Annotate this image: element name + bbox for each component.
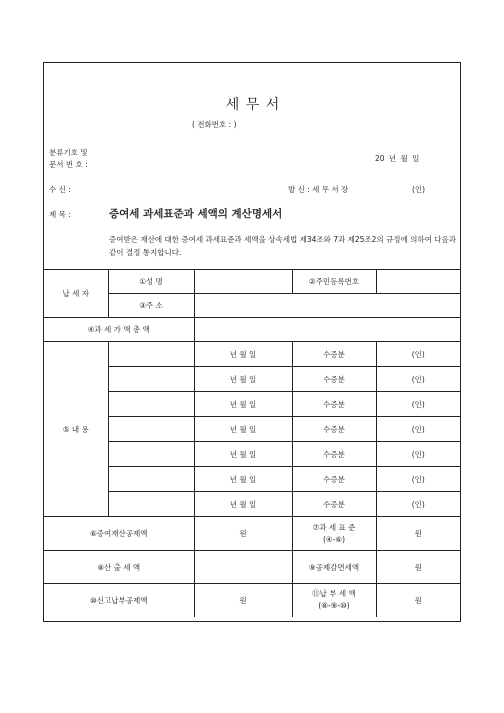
details-blank — [108, 342, 194, 367]
phone-number: ( 전화번호 : ) — [192, 120, 237, 129]
subject: 증여세 과세표준과 세액의 계산명세서 — [109, 208, 283, 220]
payable-label — [292, 584, 376, 617]
tax-form — [43, 62, 461, 622]
payable-won: 원 — [376, 584, 460, 617]
details-received: 수증분 — [292, 392, 376, 417]
taxpayer-label: 납 세 자 — [44, 270, 108, 318]
resident-no-value — [376, 270, 460, 294]
table-row — [44, 584, 460, 617]
form-title: 세 무 서 — [225, 97, 281, 113]
total-value-value — [194, 318, 460, 342]
issue-date: 20 년 월 일 — [375, 154, 420, 163]
details-label: ⑤ 내 용 — [44, 342, 108, 517]
tax-base-label — [292, 517, 376, 551]
details-received: 수증분 — [292, 492, 376, 517]
details-seal: (인) — [376, 417, 460, 442]
tax-base-label-1: ⑦과 세 표 준 — [312, 522, 356, 532]
details-seal: (인) — [376, 392, 460, 417]
payable-label-2: (⑧-⑨-⑩) — [318, 601, 350, 611]
sender: 발 신 : 세 무 서 장 — [288, 185, 349, 194]
table-row — [44, 342, 460, 367]
calc-tax-value — [194, 551, 292, 584]
name-label: ①성 명 — [108, 270, 194, 294]
details-date: 년 월 일 — [194, 392, 292, 417]
tax-table — [44, 269, 460, 617]
deduction-label: ⑥증여재산공제액 — [44, 517, 194, 551]
doc-no-label-2: 문서 번 호 : — [49, 160, 88, 169]
table-row — [44, 318, 460, 342]
tax-credit-label: ⑨공제감면세액 — [292, 551, 376, 584]
details-blank — [108, 467, 194, 492]
details-seal: (인) — [376, 492, 460, 517]
details-seal: (인) — [376, 342, 460, 367]
tax-base-won: 원 — [376, 517, 460, 551]
report-credit-label: ⑩신고납부공제액 — [44, 584, 194, 617]
details-blank — [108, 417, 194, 442]
calc-tax-label: ⑧산 출 세 액 — [44, 551, 194, 584]
details-received: 수증분 — [292, 367, 376, 392]
details-blank — [108, 392, 194, 417]
table-row — [44, 551, 460, 584]
details-received: 수증분 — [292, 442, 376, 467]
sender-seal: (인) — [412, 185, 426, 194]
table-row — [44, 270, 460, 294]
address-label: ③주 소 — [108, 294, 194, 318]
details-date: 년 월 일 — [194, 467, 292, 492]
details-blank — [108, 442, 194, 467]
details-received: 수증분 — [292, 342, 376, 367]
table-row — [44, 517, 460, 551]
name-value — [194, 270, 292, 294]
deduction-won: 원 — [194, 517, 292, 551]
details-date: 년 월 일 — [194, 442, 292, 467]
payable-label-1: ⑪납 부 세 액 — [312, 589, 356, 599]
details-received: 수증분 — [292, 467, 376, 492]
details-seal: (인) — [376, 442, 460, 467]
resident-no-label: ②주민등록번호 — [292, 270, 376, 294]
doc-no-label-1: 분류기호 및 — [49, 148, 88, 157]
report-credit-won: 원 — [194, 584, 292, 617]
details-blank — [108, 492, 194, 517]
body-text: 증여받은 재산에 대한 증여세 과세표준과 세액을 상속세법 제34조와 7과 제25조2의 규정에 의하여 다음과 같이 결정 통지합니다. — [109, 235, 457, 257]
address-value — [194, 294, 460, 318]
details-date: 년 월 일 — [194, 367, 292, 392]
details-seal: (인) — [376, 467, 460, 492]
subject-label: 제 목 : — [49, 210, 71, 219]
recipient-label: 수 신 : — [49, 185, 71, 194]
details-seal: (인) — [376, 367, 460, 392]
details-received: 수증분 — [292, 417, 376, 442]
details-date: 년 월 일 — [194, 342, 292, 367]
details-blank — [108, 367, 194, 392]
total-value-label: ④과 세 가 액 총 액 — [44, 318, 194, 342]
details-date: 년 월 일 — [194, 417, 292, 442]
details-date: 년 월 일 — [194, 492, 292, 517]
tax-base-label-2: (④-⑥) — [322, 534, 345, 544]
tax-credit-won: 원 — [376, 551, 460, 584]
